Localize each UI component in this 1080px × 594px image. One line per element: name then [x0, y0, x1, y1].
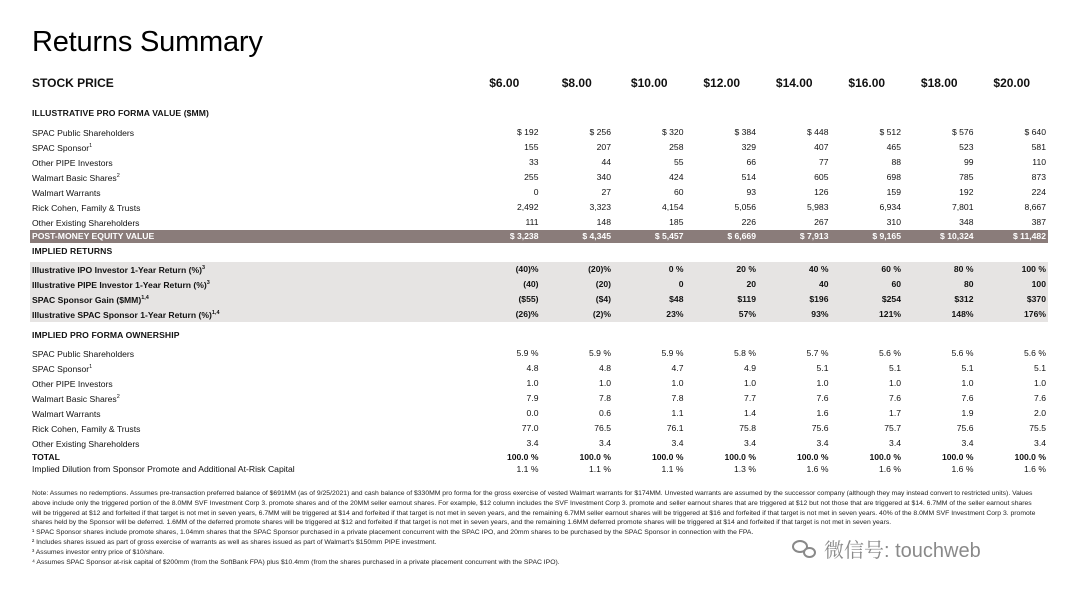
- footnote-ref: 3: [206, 280, 210, 286]
- cell-value: 0 %: [613, 262, 686, 277]
- cell-value: 7.6: [1034, 393, 1046, 403]
- row-label: SPAC Public Shareholders: [32, 128, 135, 138]
- cell-value: 226: [741, 217, 756, 227]
- cell-value: 6,934: [879, 202, 901, 212]
- cell-value: 465: [886, 142, 901, 152]
- cell-value: 1.7: [889, 408, 901, 418]
- cell-value: 267: [814, 217, 829, 227]
- cell-value: 873: [1031, 172, 1046, 182]
- table-row: [30, 391, 1048, 406]
- cell-value: 3.4: [1034, 438, 1046, 448]
- price-col-1: $6.00: [489, 76, 520, 90]
- cell-value: 4.8: [526, 363, 539, 373]
- cell-value: 66: [746, 157, 756, 167]
- cell-value: 148: [596, 217, 611, 227]
- cell-value: ($4): [541, 292, 614, 307]
- cell-value: 1.9: [961, 408, 974, 418]
- cell-value: 27: [601, 187, 611, 197]
- cell-value: 3.4: [816, 438, 829, 448]
- row-label: TOTAL: [32, 452, 60, 462]
- dilution-row: [30, 463, 1048, 476]
- footnote-1: ¹ SPAC Sponsor shares include promote shares, 1.04mm shares that the SPAC Sponsor purchased in a private placement concurrent with the SPAC IPO, and 20mm shares to be purchased by the SPAC Sponsor in connection with the FPA.: [32, 529, 754, 537]
- note-main: Note: Assumes no redemptions. Assumes pre-transaction preferred balance of $691MM (as of 9/25/2021) and cash balance of $330MM pro forma for the gross exercise of vested Walmart warrants for $174MM. Unvested warrants are assumed by the successor company (although they may instead convert to restricted units). Values above include only the triggered portion of the 8.0MM SVF Investment Corp 3. promote shares and of the 20MM seller earnout shares. For example, $12 column includes the SVF Investment Corp 3. promote and seller earnout shares that are triggered at $12 but not those that are triggered at $14. 6.7MM of the seller earnout shares will be triggered at $12 and forfeited if that target is not met in seven years, 6.7MM will be triggered at $14 and forfeited if that target is not met in seven years, and the remaining 6.7MM seller earnout shares will be triggered at $16 and forfeited if that target is not met in seven years. 40% of the 8.0MM SVF Investment Corp 3. promote shares held by the Sponsor will be deferred. 1.6MM of the deferred promote shares will be triggered at $12 and forfeited if that target is not met in seven years, and the remaining 1.6MM deferred promote shares will be triggered at $14 and forfeited if that target is not met in seven years.: [32, 490, 1036, 527]
- cell-value: $ 512: [879, 127, 901, 137]
- cell-value: $ 640: [1024, 127, 1046, 137]
- cell-value: 1.0: [744, 378, 756, 388]
- cell-value: 100: [976, 277, 1049, 292]
- pro-forma-value-table: [30, 125, 1048, 243]
- cell-value: 5.6 %: [879, 348, 901, 358]
- wechat-icon: [792, 538, 818, 560]
- footnote-ref: 1: [89, 143, 93, 149]
- watermark-text: 微信号: touchweb: [824, 540, 981, 562]
- row-label: Rick Cohen, Family & Trusts: [32, 424, 141, 434]
- cell-value: $ 192: [516, 127, 539, 137]
- cell-value: 1.1 %: [589, 464, 611, 474]
- value-section-title: ILLUSTRATIVE PRO FORMA VALUE ($MM): [32, 108, 210, 118]
- cell-value: 7.7: [744, 393, 756, 403]
- row-label: Illustrative PIPE Investor 1-Year Return (%)$^3$: [30, 277, 468, 292]
- cell-value: (20): [541, 277, 614, 292]
- cell-value: 76.1: [666, 423, 684, 433]
- cell-value: (40): [468, 277, 541, 292]
- cell-value: $ 6,669: [686, 230, 759, 243]
- row-label: Other Existing Shareholders: [32, 439, 140, 449]
- cell-value: 77: [818, 157, 829, 167]
- table-row: [30, 307, 1048, 322]
- cell-value: 387: [1031, 217, 1046, 227]
- cell-value: 207: [596, 142, 611, 152]
- cell-value: 581: [1031, 142, 1046, 152]
- cell-value: 23%: [613, 307, 686, 322]
- table-row: [30, 170, 1048, 185]
- cell-value: 1.0: [961, 378, 974, 388]
- cell-value: 3.4: [526, 438, 539, 448]
- cell-value: 4.7: [671, 363, 684, 373]
- cell-value: $ 576: [951, 127, 974, 137]
- cell-value: 0: [533, 187, 539, 197]
- cell-value: 4,154: [661, 202, 684, 212]
- cell-value: 80: [903, 277, 976, 292]
- cell-value: $ 3,238: [468, 230, 541, 243]
- cell-value: 20 %: [686, 262, 759, 277]
- table-row: [30, 421, 1048, 436]
- cell-value: 60: [673, 187, 684, 197]
- cell-value: 407: [814, 142, 829, 152]
- cell-value: 100.0 %: [941, 452, 974, 462]
- cell-value: (26)%: [468, 307, 541, 322]
- cell-value: 424: [669, 172, 684, 182]
- cell-value: 7,801: [951, 202, 974, 212]
- cell-value: 1.0: [526, 378, 539, 388]
- row-label: Illustrative IPO Investor 1-Year Return (%)$^3$: [30, 262, 468, 277]
- cell-value: 77.0: [521, 423, 539, 433]
- cell-value: 7.6: [889, 393, 901, 403]
- cell-value: 2,492: [516, 202, 539, 212]
- table-row: [30, 406, 1048, 421]
- footnote-4: ⁴ Assumes SPAC Sponsor at-risk capital of $200mm (from the SoftBank FPA) plus $10.4mm (from the shares purchased in a private placement concurrent with the SPAC IPO).: [32, 558, 560, 566]
- cell-value: 1.6 %: [951, 464, 974, 474]
- cell-value: 1.0: [889, 378, 901, 388]
- cell-value: 5.1: [889, 363, 901, 373]
- row-label: Other PIPE Investors: [32, 158, 113, 168]
- cell-value: 1.0: [1034, 378, 1046, 388]
- cell-value: 55: [673, 157, 684, 167]
- cell-value: 5.1: [1034, 363, 1046, 373]
- table-row: [30, 262, 1048, 277]
- cell-value: 2.0: [1034, 408, 1046, 418]
- row-label: Other Existing Shareholders: [32, 218, 140, 228]
- cell-value: 80 %: [903, 262, 976, 277]
- cell-value: $ 384: [734, 127, 756, 137]
- cell-value: 1.1 %: [661, 464, 684, 474]
- cell-value: 33: [528, 157, 539, 167]
- row-label: Illustrative SPAC Sponsor 1-Year Return (%)$^{1,4}$: [30, 307, 468, 322]
- cell-value: 176%: [976, 307, 1049, 322]
- cell-value: 0.0: [526, 408, 539, 418]
- price-col-8: $20.00: [993, 76, 1031, 90]
- pro-forma-ownership-table: [30, 346, 1048, 464]
- row-label: SPAC Public Shareholders: [32, 349, 135, 359]
- cell-value: $119: [686, 292, 759, 307]
- table-row: [30, 292, 1048, 307]
- cell-value: 5.7 %: [806, 348, 829, 358]
- row-label: SPAC Sponsor$^1$: [32, 364, 93, 374]
- table-row: [30, 140, 1048, 155]
- footnote-2: ² Includes shares issued as part of gross exercise of warrants as well as shares issued as part of Walmart's $150mm PIPE investment.: [32, 538, 437, 546]
- cell-value: 3.4: [961, 438, 974, 448]
- table-row: [30, 277, 1048, 292]
- footnote-ref: 3: [202, 265, 206, 271]
- cell-value: 5.9 %: [661, 348, 684, 358]
- cell-value: 1.3 %: [734, 464, 756, 474]
- cell-value: 5.9 %: [516, 348, 539, 358]
- cell-value: 514: [741, 172, 756, 182]
- table-row: [30, 361, 1048, 376]
- cell-value: $ 11,482: [976, 230, 1049, 243]
- cell-value: $312: [903, 292, 976, 307]
- cell-value: $196: [758, 292, 831, 307]
- cell-value: 7.8: [671, 393, 684, 403]
- cell-value: 100 %: [976, 262, 1049, 277]
- cell-value: 310: [886, 217, 901, 227]
- cell-value: 3.4: [744, 438, 756, 448]
- cell-value: 40: [758, 277, 831, 292]
- cell-value: 1.6 %: [879, 464, 901, 474]
- cell-value: 100.0 %: [1014, 452, 1046, 462]
- cell-value: 155: [524, 142, 539, 152]
- cell-value: 1.1 %: [516, 464, 539, 474]
- row-label: Walmart Basic Shares$^2$: [32, 173, 120, 183]
- dilution-table: [30, 463, 1048, 476]
- cell-value: 4.9: [744, 363, 756, 373]
- cell-value: 1.0: [816, 378, 829, 388]
- cell-value: 40 %: [758, 262, 831, 277]
- row-label: POST-MONEY EQUITY VALUE: [30, 230, 468, 243]
- cell-value: 5.8 %: [734, 348, 756, 358]
- cell-value: $ 320: [661, 127, 684, 137]
- cell-value: 5,983: [806, 202, 829, 212]
- footnote-ref: 1: [89, 364, 93, 370]
- price-col-6: $16.00: [848, 76, 886, 90]
- cell-value: (40)%: [468, 262, 541, 277]
- footnote-3: ³ Assumes investor entry price of $10/share.: [32, 548, 165, 556]
- price-col-7: $18.00: [920, 76, 958, 90]
- cell-value: 5.6 %: [951, 348, 974, 358]
- cell-value: $ 9,165: [831, 230, 904, 243]
- cell-value: 5.1: [816, 363, 829, 373]
- cell-value: $ 448: [806, 127, 829, 137]
- cell-value: $ 7,913: [758, 230, 831, 243]
- cell-value: 60: [831, 277, 904, 292]
- table-row: [30, 215, 1048, 230]
- cell-value: 192: [959, 187, 974, 197]
- cell-value: $ 10,324: [903, 230, 976, 243]
- cell-value: 4.8: [599, 363, 611, 373]
- cell-value: 3,323: [589, 202, 611, 212]
- stock-price-header: [30, 72, 1048, 94]
- cell-value: 110: [1032, 157, 1046, 167]
- cell-value: 1.0: [671, 378, 684, 388]
- table-row: [30, 155, 1048, 170]
- total-row: [30, 230, 1048, 243]
- cell-value: 605: [814, 172, 829, 182]
- cell-value: 785: [959, 172, 974, 182]
- table-row: [30, 200, 1048, 215]
- cell-value: $ 4,345: [541, 230, 614, 243]
- price-col-2: $8.00: [561, 76, 592, 90]
- row-label: SPAC Sponsor Gain ($MM)$^{1,4}$: [30, 292, 468, 307]
- cell-value: 523: [959, 142, 974, 152]
- cell-value: 8,667: [1024, 202, 1046, 212]
- cell-value: 1.6: [816, 408, 829, 418]
- cell-value: 5,056: [734, 202, 756, 212]
- stock-price-label: STOCK PRICE: [32, 76, 114, 90]
- cell-value: 100.0 %: [651, 452, 684, 462]
- cell-value: $ 256: [589, 127, 611, 137]
- cell-value: 1.0: [599, 378, 611, 388]
- cell-value: 99: [963, 157, 974, 167]
- row-label: Walmart Warrants: [32, 409, 101, 419]
- cell-value: 1.6 %: [806, 464, 829, 474]
- row-label: Implied Dilution from Sponsor Promote and Additional At-Risk Capital: [32, 464, 295, 474]
- cell-value: 44: [601, 157, 611, 167]
- price-col-4: $12.00: [703, 76, 741, 90]
- cell-value: 20: [686, 277, 759, 292]
- footnote-ref: 2: [116, 173, 120, 179]
- cell-value: 7.9: [526, 393, 539, 403]
- cell-value: 75.5: [1029, 423, 1046, 433]
- cell-value: 57%: [686, 307, 759, 322]
- page-title: Returns Summary: [32, 26, 263, 58]
- cell-value: 0.6: [599, 408, 611, 418]
- cell-value: ($55): [468, 292, 541, 307]
- cell-value: $48: [613, 292, 686, 307]
- cell-value: $254: [831, 292, 904, 307]
- table-row: [30, 185, 1048, 200]
- ownership-section-title: IMPLIED PRO FORMA OWNERSHIP: [32, 330, 180, 340]
- cell-value: 7.6: [816, 393, 829, 403]
- cell-value: 88: [891, 157, 901, 167]
- cell-value: $ 5,457: [613, 230, 686, 243]
- cell-value: 329: [741, 142, 756, 152]
- footnote-ref: 1,4: [211, 310, 220, 316]
- cell-value: 185: [669, 217, 684, 227]
- cell-value: 5.9 %: [589, 348, 611, 358]
- cell-value: 1.4: [744, 408, 756, 418]
- cell-value: 126: [814, 187, 829, 197]
- cell-value: 100.0 %: [796, 452, 829, 462]
- table-row: [30, 436, 1048, 451]
- cell-value: 224: [1031, 187, 1046, 197]
- row-label: Walmart Warrants: [32, 188, 101, 198]
- cell-value: 60 %: [831, 262, 904, 277]
- cell-value: 100.0 %: [724, 452, 756, 462]
- cell-value: 100.0 %: [506, 452, 539, 462]
- cell-value: (20)%: [541, 262, 614, 277]
- cell-value: 0: [613, 277, 686, 292]
- cell-value: 7.8: [599, 393, 611, 403]
- cell-value: 75.8: [739, 423, 756, 433]
- cell-value: $370: [976, 292, 1049, 307]
- row-label: Walmart Basic Shares$^2$: [32, 394, 120, 404]
- footnote-ref: 1,4: [141, 295, 149, 301]
- cell-value: 3.4: [599, 438, 611, 448]
- cell-value: 75.6: [811, 423, 829, 433]
- cell-value: (2)%: [541, 307, 614, 322]
- watermark: [792, 534, 981, 563]
- cell-value: 93%: [758, 307, 831, 322]
- cell-value: 111: [525, 217, 539, 227]
- cell-value: 100.0 %: [869, 452, 901, 462]
- cell-value: 7.6: [961, 393, 974, 403]
- cell-value: 76.5: [594, 423, 611, 433]
- cell-value: 5.6 %: [1024, 348, 1046, 358]
- cell-value: 148%: [903, 307, 976, 322]
- cell-value: 121%: [831, 307, 904, 322]
- cell-value: 348: [959, 217, 974, 227]
- cell-value: 93: [746, 187, 756, 197]
- cell-value: 75.6: [956, 423, 974, 433]
- price-col-3: $10.00: [630, 76, 668, 90]
- price-col-5: $14.00: [775, 76, 813, 90]
- cell-value: 3.4: [889, 438, 901, 448]
- implied-returns-table: [30, 262, 1048, 322]
- cell-value: 340: [596, 172, 611, 182]
- table-row: [30, 346, 1048, 361]
- cell-value: 100.0 %: [579, 452, 611, 462]
- footnote-ref: 2: [116, 394, 120, 400]
- row-label: Rick Cohen, Family & Trusts: [32, 203, 141, 213]
- cell-value: 255: [524, 172, 539, 182]
- cell-value: 159: [886, 187, 901, 197]
- row-label: Other PIPE Investors: [32, 379, 113, 389]
- cell-value: 1.1: [671, 408, 684, 418]
- cell-value: 258: [669, 142, 684, 152]
- cell-value: 75.7: [884, 423, 901, 433]
- table-row: [30, 125, 1048, 140]
- cell-value: 5.1: [961, 363, 974, 373]
- cell-value: 698: [886, 172, 901, 182]
- returns-section-title: IMPLIED RETURNS: [32, 246, 113, 256]
- cell-value: 3.4: [671, 438, 684, 448]
- cell-value: 1.6 %: [1024, 464, 1046, 474]
- table-row: [30, 376, 1048, 391]
- row-label: SPAC Sponsor$^1$: [32, 143, 93, 153]
